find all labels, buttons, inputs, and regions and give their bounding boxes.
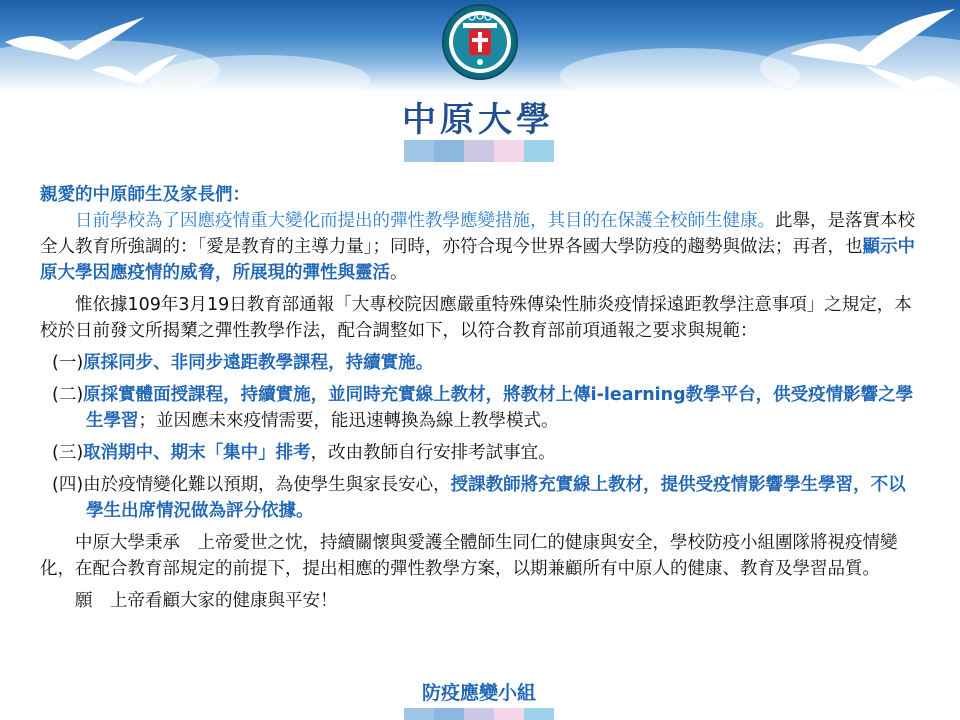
- item-text: ；並因應未來疫情需要，能迅速轉換為線上教學模式。: [138, 411, 559, 431]
- strip-segment: [464, 140, 494, 162]
- item-bold: 授課教師將充實線上教材，提供受疫情影響學生學習，不以學生出席情況做為評分依據。: [86, 475, 906, 521]
- paragraph-commitment: 中原大學秉承 上帝愛世之忱，持續關懷與愛護全體師生同仁的健康與安全，學校防疫小組團隊將視疫情變化，在配合教育部規定的前提下，提出相應的彈性教學方案，以期兼顧所有中原人的健康、教育及學習品質。: [40, 533, 898, 579]
- strip-segment: [524, 140, 554, 162]
- item-text: 由於疫情變化難以預期，為使學生與家長安心，: [83, 475, 451, 495]
- seagull-left-small-icon: [90, 50, 180, 90]
- purpose-highlight: 日前學校為了因應疫情重大變化而提出的彈性教學應變措施，其目的在保護全校師生健康。: [75, 211, 775, 231]
- item-text: ，改由教師自行安排考試事宜。: [310, 443, 556, 463]
- announcement-letter: [40, 182, 920, 614]
- list-item: [40, 472, 920, 524]
- strip-segment: [494, 708, 524, 720]
- closing-blessing: 願 上帝看顧大家的健康與平安！: [75, 591, 338, 611]
- seagull-right-small-icon: [860, 58, 960, 92]
- item-bold: 原採同步、非同步遠距教學課程，持續實施。: [83, 353, 434, 373]
- purpose-emphasis: 顯示中原大學因應疫情的威脅，所展現的彈性與靈活: [40, 237, 915, 283]
- strip-segment: [524, 708, 554, 720]
- item-marker: (四): [52, 475, 84, 495]
- list-item: [40, 350, 920, 376]
- university-name: 中原大學: [402, 99, 554, 140]
- item-bold: 取消期中、期末「集中」排考: [83, 443, 311, 463]
- strip-segment: [434, 140, 464, 162]
- purpose-text: 此舉，是落實本校全人教育所強調的：「愛是教育的主導力量」；同時，亦符合現今世界各國大學防疫的趨勢與做法；再者，也: [40, 211, 915, 257]
- item-bold: 原採實體面授課程，持續實施，並同時充實線上教材，將教材上傳i-learning教學平台，供受疫情影響之學生學習: [83, 385, 914, 431]
- strip-segment: [434, 708, 464, 720]
- signature: 防疫應變小組: [421, 682, 536, 704]
- item-marker: (三): [52, 443, 84, 463]
- university-emblem-icon: [441, 3, 519, 81]
- strip-segment: [404, 708, 434, 720]
- list-item: [40, 440, 920, 466]
- paragraph-purpose: [40, 208, 920, 286]
- strip-segment: [464, 708, 494, 720]
- salutation: 親愛的中原師生及家長們：: [40, 185, 250, 205]
- item-marker: (一): [52, 353, 84, 373]
- purpose-end: 。: [390, 263, 408, 283]
- item-marker: (二): [52, 385, 84, 405]
- footer-color-strip: [404, 708, 554, 720]
- strip-segment: [404, 140, 434, 162]
- strip-segment: [494, 140, 524, 162]
- header-color-strip: [404, 140, 554, 162]
- paragraph-regulation: 惟依據109年3月19日教育部通報「大專校院因應嚴重特殊傳染性肺炎疫情採遠距教學注意事項」之規定，本校於日前發文所揭櫫之彈性教學作法，配合調整如下，以符合教育部前項通報之要求與規範：: [40, 295, 912, 341]
- university-wordmark: [398, 94, 558, 138]
- list-item: [40, 382, 920, 434]
